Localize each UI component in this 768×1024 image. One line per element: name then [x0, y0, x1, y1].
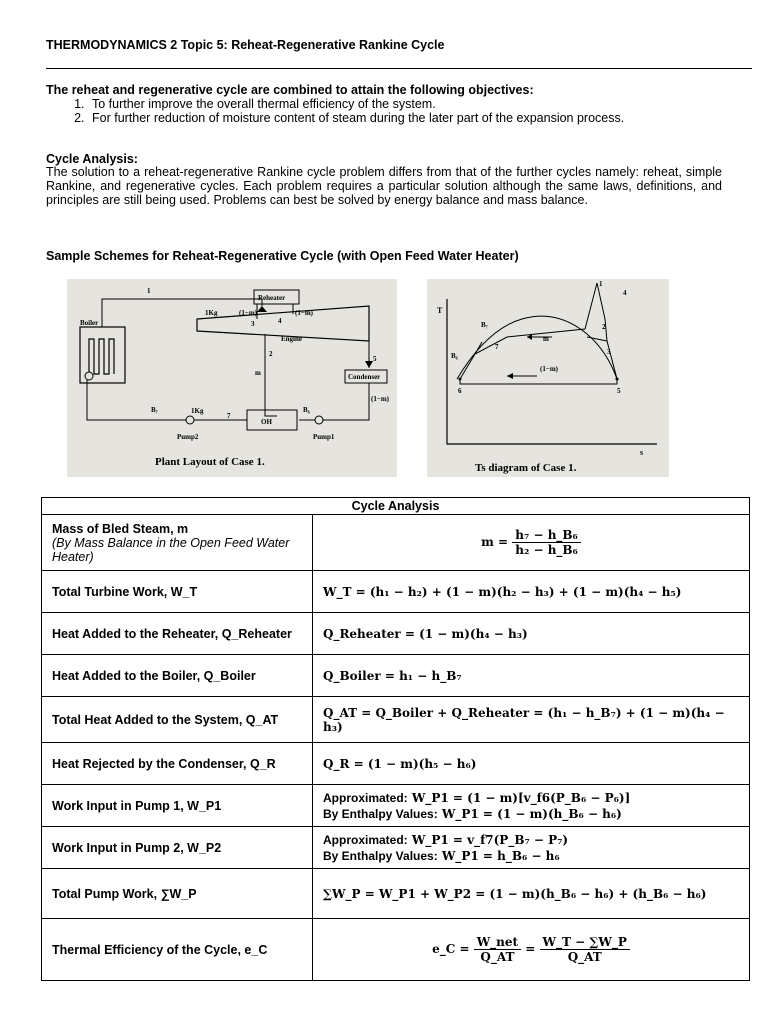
row-label: Work Input in Pump 2, W_P2: [42, 827, 313, 869]
approx-formula: W_P1 = v_f7(P_B₇ − P₇): [411, 832, 569, 847]
table-row: [42, 869, 750, 919]
formula-cell: [313, 919, 750, 981]
plant-state-2: 2: [269, 350, 273, 358]
enthalpy-prefix: By Enthalpy Values:: [323, 848, 438, 863]
table-title: Cycle Analysis: [42, 498, 750, 515]
plant-1kg-top-label: 1Kg: [205, 309, 218, 317]
formula-cell: Q_Boiler = h₁ − h_B₇: [313, 655, 750, 697]
plant-engine-label: Engine: [281, 335, 303, 343]
table-row: [42, 515, 750, 571]
formula-equals: =: [525, 942, 536, 956]
plant-state-3: 3: [251, 320, 255, 328]
formula-denominator: h₂ − h_B₆: [515, 543, 578, 557]
formula-lhs: e_C =: [432, 942, 470, 956]
table-row: [42, 655, 750, 697]
ts-caption: Ts diagram of Case 1.: [475, 462, 577, 474]
approx-prefix: Approximated:: [323, 790, 408, 805]
formula-cell: Q_R = (1 − m)(h₅ − h₆): [313, 743, 750, 785]
header-rule: [46, 68, 752, 69]
formula-lhs: m =: [481, 535, 509, 549]
plant-m-label: m: [255, 369, 261, 377]
ts-s-axis: s: [640, 448, 644, 457]
plant-reheater-label: Reheater: [258, 294, 286, 302]
objectives-heading: The reheat and regenerative cycle are combined to attain the following objectives:: [46, 83, 534, 97]
plant-1-m-a-label: (1−m): [239, 309, 257, 317]
list-item: 1. To further improve the overall thermal efficiency of the system.: [88, 97, 722, 111]
table-row: [42, 785, 750, 827]
formula-fraction: [540, 935, 630, 964]
plant-oh-label: OH: [261, 418, 272, 426]
cycle-analysis-table: [41, 497, 750, 981]
formula-cell: W_T = (h₁ − h₂) + (1 − m)(h₂ − h₃) + (1 − m)(h₄ − h₅): [313, 571, 750, 613]
plant-state-5: 5: [373, 355, 377, 363]
cycle-analysis-heading: Cycle Analysis:: [46, 152, 138, 166]
ts-state-1: 1: [599, 280, 603, 288]
schemes-heading: Sample Schemes for Reheat-Regenerative Cycle (with Open Feed Water Heater): [46, 249, 519, 263]
row-label: Thermal Efficiency of the Cycle, e_C: [42, 919, 313, 981]
row-label: Heat Added to the Reheater, Q_Reheater: [42, 613, 313, 655]
enthalpy-formula: W_P1 = h_B₆ − h₆: [441, 848, 560, 863]
table-row: [42, 827, 750, 869]
formula-cell: [313, 515, 750, 571]
formula-denominator: Q_AT: [480, 950, 515, 964]
plant-caption: Plant Layout of Case 1.: [155, 456, 265, 468]
formula-cell: Q_Reheater = (1 − m)(h₄ − h₃): [313, 613, 750, 655]
ts-state-7: 7: [495, 343, 499, 351]
row-label: Mass of Bled Steam, m: [52, 521, 189, 536]
ts-t-axis: T: [437, 306, 443, 315]
enthalpy-formula: W_P1 = (1 − m)(h_B₆ − h₆): [441, 806, 622, 821]
plant-state-7: 7: [227, 412, 231, 420]
ts-b6-label: B₆: [451, 352, 458, 360]
plant-state-1: 1: [147, 287, 151, 295]
row-label: Total Turbine Work, W_T: [42, 571, 313, 613]
plant-1kg-bottom-label: 1Kg: [191, 407, 204, 415]
ts-state-4: 4: [623, 289, 627, 297]
row-label: Heat Added to the Boiler, Q_Boiler: [42, 655, 313, 697]
ts-state-2: 2: [602, 323, 606, 331]
ts-m-label: m: [543, 335, 549, 343]
list-item: 2. For further reduction of moisture content of steam during the later part of the expansion process.: [88, 111, 722, 125]
row-label: Work Input in Pump 1, W_P1: [42, 785, 313, 827]
formula-numerator: W_T − ∑W_P: [540, 935, 630, 950]
approx-formula: W_P1 = (1 − m)[v_f6(P_B₆ − P₆)]: [411, 790, 631, 805]
ts-state-3: 3: [607, 348, 611, 356]
formula-cell: Q_AT = Q_Boiler + Q_Reheater = (h₁ − h_B₇) + (1 − m)(h₄ − h₃): [313, 697, 750, 743]
plant-b7-label: B₇: [151, 406, 158, 414]
table-row: [42, 919, 750, 981]
row-label: Total Pump Work, ∑W_P: [42, 869, 313, 919]
table-row: [42, 571, 750, 613]
formula-numerator: h₇ − h_B₆: [512, 528, 581, 543]
formula-fraction: [474, 935, 521, 964]
plant-boiler-label: Boiler: [80, 319, 99, 327]
ts-b7-label: B₇: [481, 321, 488, 329]
ts-state-6: 6: [458, 387, 462, 395]
plant-condenser-label: Condenser: [348, 373, 381, 381]
plant-1-m-b-label: (1−m): [295, 309, 313, 317]
plant-1-m-c-label: (1−m): [371, 395, 389, 403]
row-note: (By Mass Balance in the Open Feed Water Heater): [52, 535, 290, 564]
formula-numerator: W_net: [474, 935, 521, 950]
cycle-analysis-paragraph: The solution to a reheat-regenerative Rankine cycle problem differs from that of the further cycles namely: reheat, simple Rankine, and regenerative cycles. Each problem requires a particular solution although the same laws, definitions, and principles are still being used. Problems can best be solved by energy balance and mass balance.: [46, 165, 722, 207]
ts-1-m-label: (1−m): [540, 365, 558, 373]
table-row: [42, 697, 750, 743]
table-row: [42, 613, 750, 655]
plant-b6-label: B₆: [303, 406, 310, 414]
ts-state-5: 5: [617, 387, 621, 395]
table-row: [42, 743, 750, 785]
plant-pump1-label: Pump1: [313, 433, 335, 441]
page-title: THERMODYNAMICS 2 Topic 5: Reheat-Regenerative Rankine Cycle: [46, 38, 445, 52]
formula-cell: [313, 785, 750, 827]
approx-prefix: Approximated:: [323, 832, 408, 847]
row-label: Heat Rejected by the Condenser, Q_R: [42, 743, 313, 785]
formula-fraction: [512, 528, 581, 557]
objectives-list: [46, 97, 722, 125]
formula-cell: [313, 827, 750, 869]
plant-layout-figure: [67, 279, 397, 477]
ts-diagram-figure: [427, 279, 669, 477]
formula-cell: ∑W_P = W_P1 + W_P2 = (1 − m)(h_B₆ − h₆) + (h_B₆ − h₆): [313, 869, 750, 919]
row-label: Total Heat Added to the System, Q_AT: [42, 697, 313, 743]
formula-denominator: Q_AT: [567, 950, 602, 964]
enthalpy-prefix: By Enthalpy Values:: [323, 806, 438, 821]
plant-state-4: 4: [278, 317, 282, 325]
plant-pump2-label: Pump2: [177, 433, 199, 441]
